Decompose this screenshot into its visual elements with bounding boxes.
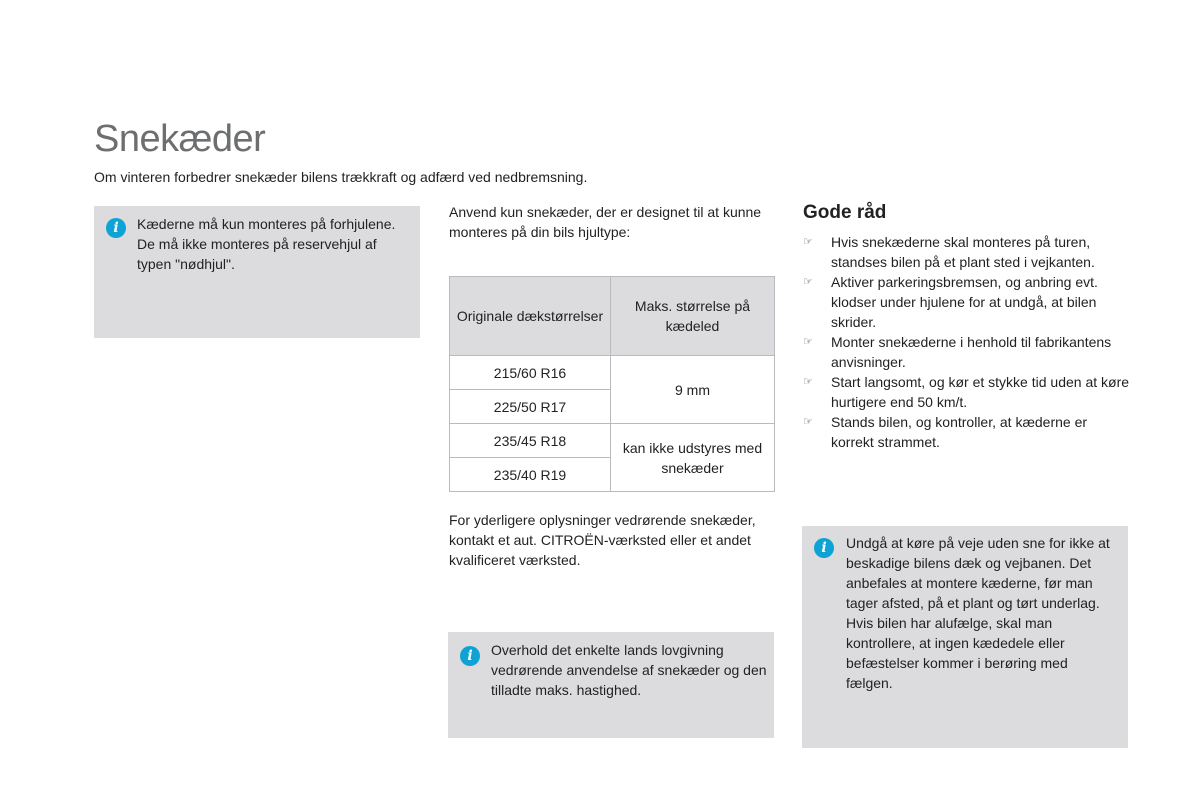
link-size-cell: 9 mm [611, 356, 775, 424]
page-title: Snekæder [94, 118, 266, 160]
info-icon: i [106, 218, 126, 238]
list-item [803, 232, 1133, 272]
intro-text: Om vinteren forbedrer snekæder bilens trækkraft og adfærd ved nedbremsning. [94, 169, 588, 185]
pointing-hand-icon: ☞ [803, 415, 813, 428]
info-box-law [448, 632, 774, 738]
pointing-hand-icon: ☞ [803, 375, 813, 388]
tip-text: Stands bilen, og kontroller, at kæderne er korrekt strammet. [831, 414, 1088, 450]
table-header-row [450, 277, 775, 356]
tire-size-cell: 215/60 R16 [450, 356, 611, 390]
tip-text: Hvis snekæderne skal monteres på turen, standses bilen på et plant sted i vejkanten. [831, 234, 1095, 270]
info-box-text: Kæderne må kun monteres på forhjulene. De må ikke monteres på reservehjul af typen "nødhjul". [137, 216, 396, 272]
table-intro-text: Anvend kun snekæder, der er designet til at kunne monteres på din bils hjultype: [449, 204, 762, 240]
workshop-note: For yderligere oplysninger vedrørende snekæder, kontakt et aut. CITROËN-værksted eller et andet kvalificeret værksted. [449, 512, 756, 568]
info-box-no-snow [802, 526, 1128, 748]
chain-size-table [449, 276, 775, 492]
info-icon: i [814, 538, 834, 558]
header-max-link-size: Maks. størrelse på kædeled [611, 277, 775, 356]
list-item [803, 372, 1133, 412]
table-row [450, 424, 775, 458]
tip-text: Monter snekæderne i henhold til fabrikantens anvisninger. [831, 334, 1112, 370]
tips-list [803, 232, 1133, 452]
pointing-hand-icon: ☞ [803, 275, 813, 288]
list-item [803, 272, 1133, 332]
info-icon: i [460, 646, 480, 666]
tip-text: Aktiver parkeringsbremsen, og anbring evt. klodser under hjulene for at undgå, at bilen skrider. [831, 274, 1098, 330]
tire-size-cell: 225/50 R17 [450, 390, 611, 424]
pointing-hand-icon: ☞ [803, 235, 813, 248]
table-row [450, 356, 775, 390]
tip-text: Start langsomt, og kør et stykke tid uden at køre hurtigere end 50 km/t. [831, 374, 1130, 410]
tire-size-cell: 235/40 R19 [450, 458, 611, 492]
tips-heading: Gode råd [803, 202, 887, 223]
pointing-hand-icon: ☞ [803, 335, 813, 348]
info-box-text: Undgå at køre på veje uden sne for ikke at beskadige bilens dæk og vejbanen. Det anbefales at montere kæderne, før man tager afsted, på et plant og tørt underlag. Hvis bilen har alufælge, skal man kontrollere, at ingen kædedele eller befæstelser kommer i berøring med fælgen. [846, 535, 1110, 691]
list-item [803, 332, 1133, 372]
tire-size-cell: 235/45 R18 [450, 424, 611, 458]
list-item [803, 412, 1133, 452]
header-tire-sizes: Originale dækstørrelser [450, 277, 611, 356]
link-size-cell: kan ikke udstyres med snekæder [611, 424, 775, 492]
info-box-front-wheels [94, 206, 420, 338]
info-box-text: Overhold det enkelte lands lovgivning vedrørende anvendelse af snekæder og den tilladte maks. hastighed. [491, 642, 767, 698]
